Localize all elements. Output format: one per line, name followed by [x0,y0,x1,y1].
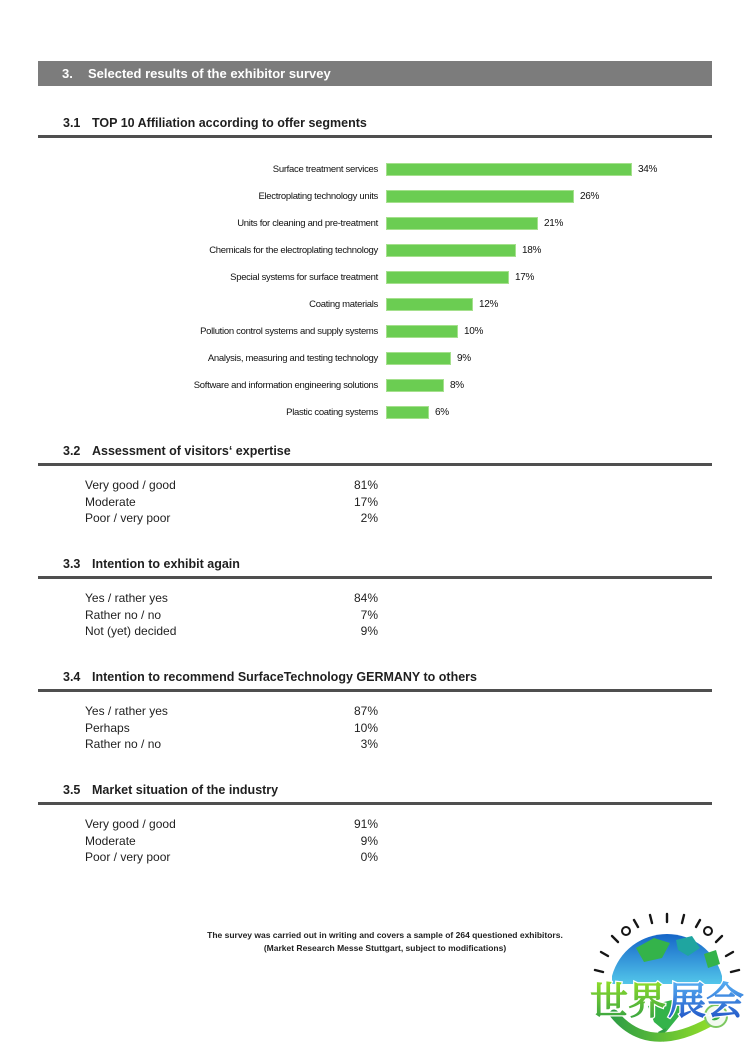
footnote-line-1: The survey was carried out in writing and covers a sample of 264 questioned exhibitors. [207,930,563,940]
chapter-number: 3. [62,66,73,81]
row-value: 3% [360,737,378,751]
chart-bar [386,352,451,365]
globe-icon [588,910,746,1056]
row-label: Perhaps [85,720,130,735]
row-label: Moderate [85,833,136,848]
row-value: 9% [360,624,378,638]
table-row [38,849,712,866]
section-title: Assessment of visitors‘ expertise [92,444,291,458]
row-label: Very good / good [85,478,176,492]
table-row [38,736,712,753]
logo-ray-dot-right [704,927,712,935]
chart-row [38,372,712,399]
bar-chart [38,156,712,426]
chart-bar [386,190,574,203]
chart-value-label: 10% [464,326,484,337]
chart-row [38,318,712,345]
logo-text-green: 世界 [590,981,667,1023]
chart-category-label: Plastic coating systems [286,407,378,418]
row-label: Yes / rather yes [85,704,168,718]
row-value: 0% [360,850,378,864]
chart-row [38,264,712,291]
table-row [38,494,712,511]
row-label: Moderate [85,494,136,509]
chart-value-label: 17% [515,272,535,283]
chart-bar [386,379,444,392]
chart-category-label: Coating materials [309,299,378,310]
section-number: 3.3 [63,557,81,571]
chart-row [38,156,712,183]
chart-value-label: 18% [522,245,542,256]
result-table-3-5 [38,816,712,866]
chart-bar [386,298,473,311]
row-label: Very good / good [85,817,176,831]
chart-value-label: 6% [435,407,449,418]
chart-bar [386,271,509,284]
section-heading-3-3 [38,557,712,579]
chart-value-label: 9% [457,353,471,364]
row-value: 87% [353,704,378,718]
row-value: 9% [360,833,378,848]
chart-bar [386,217,538,230]
row-value: 2% [360,511,378,525]
table-row [38,477,712,494]
table-row [38,590,712,607]
chart-row [38,237,712,264]
row-label: Yes / rather yes [85,591,168,605]
section-title: Intention to exhibit again [92,557,240,571]
result-table-3-3 [38,590,712,640]
logo-text-blue: 展会 [668,981,745,1023]
chart-row [38,183,712,210]
chart-bar [386,325,458,338]
world-expo-logo [588,910,746,1056]
section-number: 3.4 [63,670,81,684]
chart-value-label: 12% [479,299,499,310]
row-value: 17% [353,494,378,509]
section-heading-3-5 [38,783,712,805]
row-label: Not (yet) decided [85,624,177,638]
chart-category-label: Units for cleaning and pre-treatment [237,218,378,229]
section-number: 3.1 [63,116,81,130]
section-heading-3-1 [38,116,712,138]
table-row [38,703,712,720]
section-title: Intention to recommend SurfaceTechnology GERMANY to others [92,670,477,684]
section-number: 3.5 [63,783,81,797]
table-row [38,833,712,850]
chart-row [38,399,712,426]
row-value: 7% [360,607,378,622]
chart-bar [386,406,429,419]
table-row [38,816,712,833]
chart-bar [386,244,516,257]
logo-ray-dot-left [622,927,630,935]
row-label: Poor / very poor [85,511,171,525]
result-table-3-2 [38,477,712,527]
table-row [38,720,712,737]
chart-value-label: 26% [580,191,600,202]
chart-value-label: 34% [638,164,658,175]
footnote-line-2: (Market Research Messe Stuttgart, subject to modifications) [263,943,507,953]
section-heading-3-2 [38,444,712,466]
table-row [38,510,712,527]
table-row [38,607,712,624]
chart-category-label: Special systems for surface treatment [230,272,378,283]
chart-category-label: Surface treatment services [272,164,378,175]
chart-row [38,210,712,237]
row-label: Rather no / no [85,607,162,622]
section-title: TOP 10 Affiliation according to offer segments [92,116,367,130]
chart-row [38,291,712,318]
row-value: 81% [353,478,378,492]
section-title: Market situation of the industry [92,783,279,797]
chart-bar [386,163,632,176]
row-label: Poor / very poor [85,850,171,864]
chapter-title: Selected results of the exhibitor survey [88,66,331,81]
section-number: 3.2 [63,444,81,458]
table-row [38,623,712,640]
row-value: 84% [353,591,378,605]
chart-category-label: Electroplating technology units [258,191,378,202]
chart-category-label: Analysis, measuring and testing technology [207,353,378,364]
row-value: 10% [353,720,378,735]
chart-value-label: 21% [544,218,564,229]
chart-row [38,345,712,372]
row-value: 91% [353,817,378,831]
chart-category-label: Chemicals for the electroplating technology [209,245,378,256]
result-table-3-4 [38,703,712,753]
chart-category-label: Pollution control systems and supply systems [200,326,378,337]
chart-category-label: Software and information engineering solutions [193,380,378,391]
chapter-header-bar [38,61,712,86]
row-label: Rather no / no [85,737,162,751]
chart-value-label: 8% [450,380,464,391]
section-heading-3-4 [38,670,712,692]
